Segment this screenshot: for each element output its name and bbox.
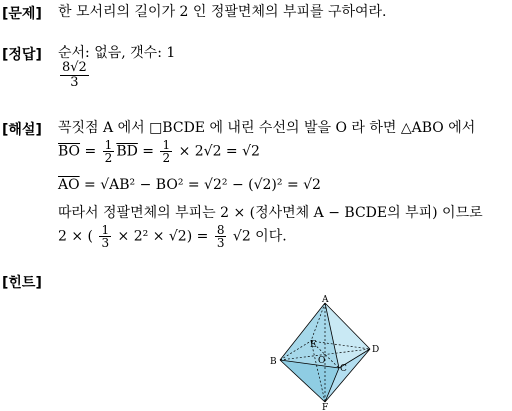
expression: = √AB² − BO² = √2² − (√2)² = √2 bbox=[84, 177, 321, 193]
solution-line-2 bbox=[58, 139, 260, 164]
fraction-denominator: 2 bbox=[104, 151, 113, 165]
segment-bo: $\overline{BO}$ bbox=[58, 143, 81, 160]
problem-text: 한 모서리의 길이가 2 인 정팔면체의 부피를 구하여라. bbox=[58, 4, 387, 20]
result-numerator: 8 bbox=[216, 223, 225, 237]
problem-tag: [문제] bbox=[2, 6, 42, 22]
vertex-label-c: C bbox=[340, 364, 347, 374]
expression-rest: × 2√2 = √2 bbox=[178, 143, 260, 160]
solution-line-1: 꼭짓점 A 에서 □BCDE 에 내린 수선의 발을 O 라 하면 △ABO 에서 bbox=[58, 120, 476, 136]
expression-suffix: √2 이다. bbox=[232, 228, 287, 245]
vertex-label-f: F bbox=[322, 403, 329, 411]
solution-tag: [해설] bbox=[2, 122, 42, 138]
vertex-label-b: B bbox=[270, 357, 277, 367]
segment-bd: $\overline{BD}$ bbox=[116, 143, 138, 160]
answer-tag: [정답] bbox=[2, 47, 42, 63]
answer-meta: 순서: 없음, 갯수: 1 bbox=[58, 45, 176, 61]
fraction-denominator: 2 bbox=[162, 151, 171, 165]
fraction-numerator: 1 bbox=[104, 138, 113, 152]
solution-line-3 bbox=[58, 177, 321, 193]
point-label-o: O bbox=[318, 356, 326, 366]
answer-value bbox=[58, 61, 91, 90]
equals: = bbox=[142, 143, 155, 160]
answer-value-denominator: 3 bbox=[70, 75, 79, 90]
vertex-label-a: A bbox=[322, 295, 329, 305]
vertex-label-e: E bbox=[310, 340, 317, 350]
segment-ao: $\overline{AO}$ bbox=[58, 177, 80, 193]
equals: = bbox=[84, 143, 97, 160]
octahedron-figure bbox=[262, 295, 392, 411]
vertex-label-d: D bbox=[372, 345, 380, 355]
expression-prefix: 2 × ( bbox=[58, 228, 93, 245]
solution-line-5 bbox=[58, 224, 287, 249]
expression-middle: × 2² × √2) = bbox=[117, 228, 209, 245]
result-denominator: 3 bbox=[216, 236, 225, 250]
fraction-numerator: 1 bbox=[101, 223, 110, 237]
hint-tag: [힌트] bbox=[2, 275, 42, 291]
fraction-denominator: 3 bbox=[101, 236, 110, 250]
solution-line-4: 따라서 정팔면체의 부피는 2 × (정사면체 A − BCDE의 부피) 이므로 bbox=[58, 205, 483, 221]
fraction-numerator: 1 bbox=[162, 138, 171, 152]
answer-value-numerator: 8√2 bbox=[62, 60, 87, 75]
